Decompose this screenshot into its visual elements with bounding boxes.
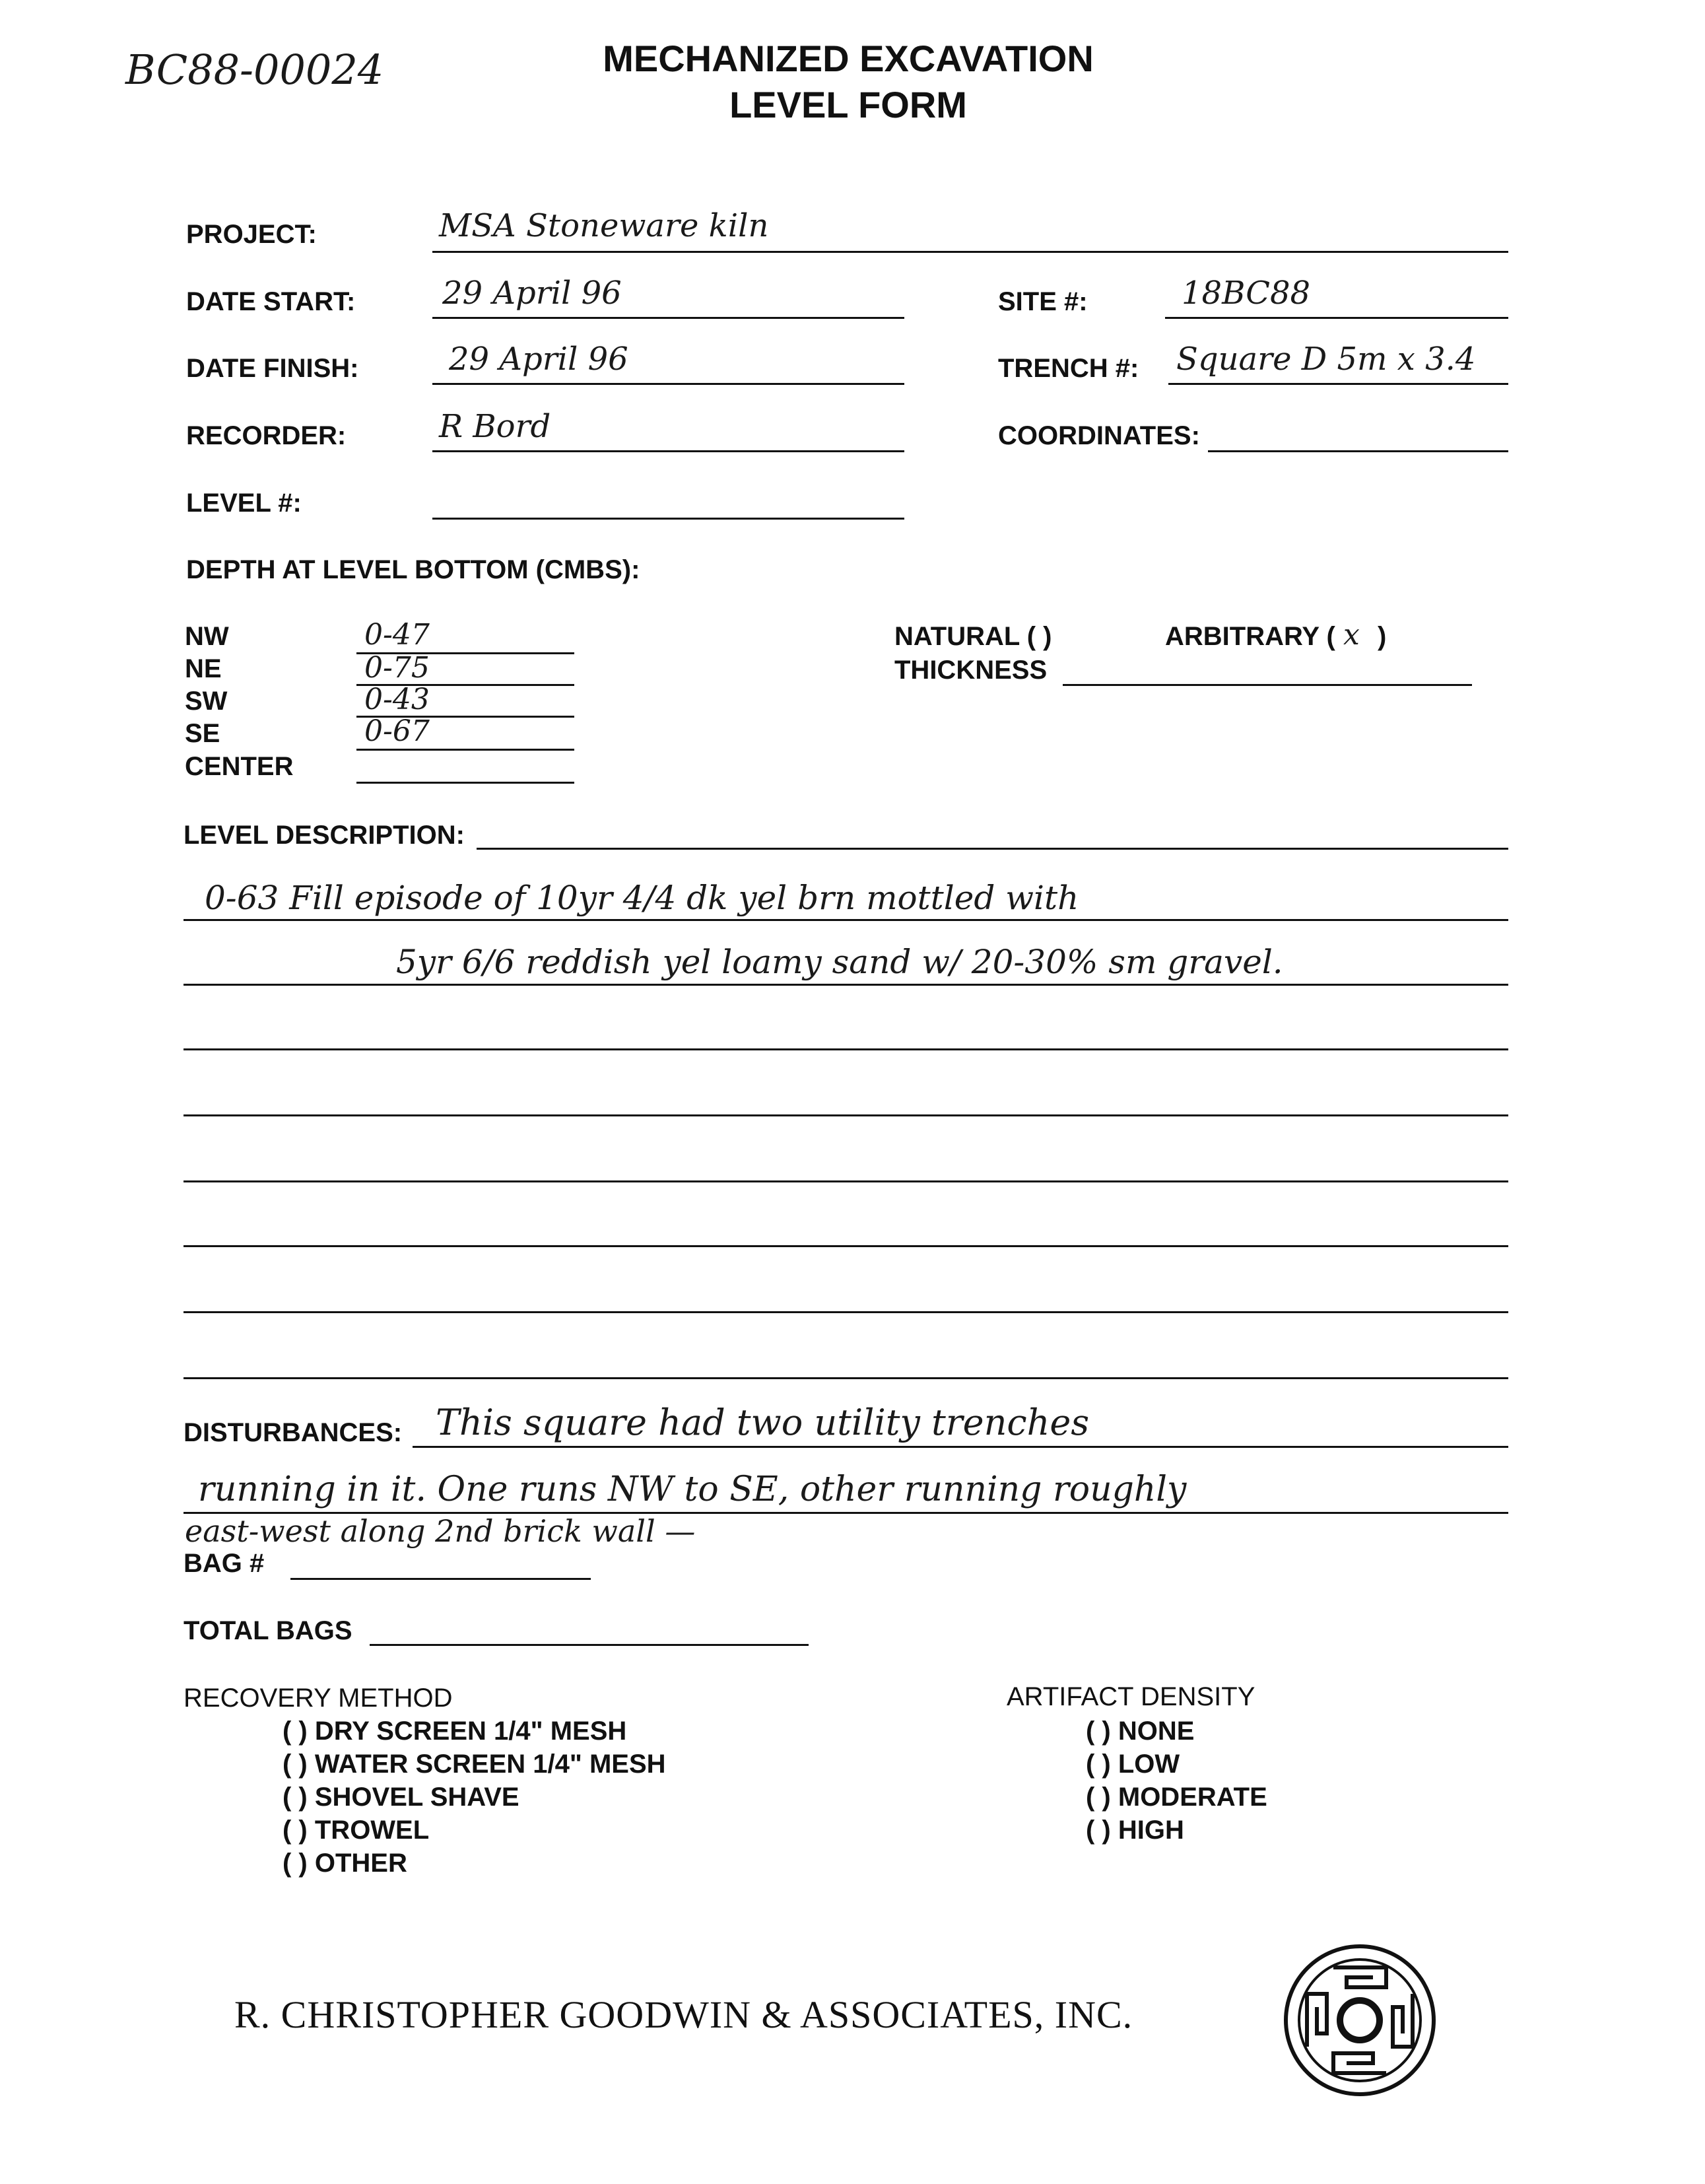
site-value: 18BC88 [1182, 275, 1311, 312]
document-id: BC88-00024 [125, 46, 384, 94]
coordinates-underline [1208, 450, 1508, 452]
level-label: LEVEL #: [186, 489, 302, 518]
recovery-option-dry-screen: ( ) DRY SCREEN 1/4" MESH [283, 1717, 627, 1746]
form-title-line-2: LEVEL FORM [729, 84, 967, 125]
arbitrary-mark: x [1343, 618, 1360, 652]
arbitrary-label: ARBITRARY ( [1165, 622, 1335, 651]
level-description-underline-4 [184, 1114, 1508, 1116]
company-footer: R. CHRISTOPHER GOODWIN & ASSOCIATES, INC. [234, 1993, 1133, 2036]
bag-number-underline [290, 1578, 591, 1580]
recovery-option-shovel-shave: ( ) SHOVEL SHAVE [283, 1783, 519, 1812]
total-bags-underline [370, 1644, 809, 1646]
thickness-underline [1063, 684, 1472, 686]
disturbances-line-1: This square had two utility trenches [436, 1402, 1090, 1443]
date-start-label: DATE START: [186, 287, 356, 316]
recovery-option-water-screen: ( ) WATER SCREEN 1/4" MESH [283, 1750, 666, 1779]
date-finish-value: 29 April 96 [449, 341, 628, 378]
recovery-option-trowel: ( ) TROWEL [283, 1816, 430, 1845]
artifact-density-heading: ARTIFACT DENSITY [1007, 1682, 1255, 1711]
depth-nw-value: 0-47 [364, 618, 430, 652]
depth-sw-label: SW [185, 687, 228, 716]
depth-ne-value: 0-75 [364, 651, 430, 685]
level-underline [432, 518, 904, 520]
trench-value: Square D 5m x 3.4 [1176, 341, 1476, 378]
trench-underline [1168, 383, 1508, 385]
depth-center-underline [356, 782, 574, 784]
level-description-underline-7 [184, 1311, 1508, 1313]
disturbances-line-2: running in it. One runs NW to SE, other running roughly [198, 1470, 1187, 1509]
depth-nw-label: NW [185, 622, 229, 651]
level-description-underline-0 [477, 848, 1508, 850]
meander-seal-icon [1281, 1941, 1439, 2099]
thickness-label: THICKNESS [894, 656, 1048, 685]
total-bags-label: TOTAL BAGS [184, 1616, 352, 1645]
date-start-underline [432, 317, 904, 319]
density-option-high: ( ) HIGH [1086, 1816, 1184, 1845]
recorder-value: R Bord [439, 408, 551, 445]
density-option-moderate: ( ) MODERATE [1086, 1783, 1267, 1812]
site-underline [1165, 317, 1508, 319]
level-description-line-1: 0-63 Fill episode of 10yr 4/4 dk yel brn mottled with [205, 879, 1079, 917]
coordinates-label: COORDINATES: [998, 421, 1200, 450]
level-description-label: LEVEL DESCRIPTION: [184, 821, 465, 850]
depth-se-value: 0-67 [364, 714, 430, 748]
recovery-option-other: ( ) OTHER [283, 1849, 407, 1878]
level-description-underline-5 [184, 1180, 1508, 1182]
trench-label: TRENCH #: [998, 354, 1139, 383]
arbitrary-close: ) [1378, 622, 1387, 651]
project-value: MSA Stoneware kiln [439, 207, 769, 244]
recovery-method-heading: RECOVERY METHOD [184, 1684, 453, 1713]
recorder-label: RECORDER: [186, 421, 347, 450]
density-option-none: ( ) NONE [1086, 1717, 1195, 1746]
depth-se-label: SE [185, 719, 220, 748]
project-label: PROJECT: [186, 220, 317, 249]
density-option-low: ( ) LOW [1086, 1750, 1180, 1779]
bag-number-label: BAG # [184, 1549, 265, 1578]
natural-label: NATURAL ( ) [894, 622, 1052, 651]
level-description-underline-2 [184, 984, 1508, 986]
disturbances-underline-1 [413, 1446, 1508, 1448]
depth-se-underline [356, 749, 574, 751]
disturbances-line-3: east-west along 2nd brick wall — [185, 1513, 696, 1549]
level-description-underline-3 [184, 1048, 1508, 1050]
project-underline [432, 251, 1508, 253]
level-description-line-2: 5yr 6/6 reddish yel loamy sand w/ 20-30% sm gravel. [396, 943, 1283, 981]
depth-heading: DEPTH AT LEVEL BOTTOM (CMBS): [186, 555, 640, 584]
recorder-underline [432, 450, 904, 452]
level-description-underline-6 [184, 1245, 1508, 1247]
date-finish-label: DATE FINISH: [186, 354, 359, 383]
date-finish-underline [432, 383, 904, 385]
form-title-line-1: MECHANIZED EXCAVATION [603, 38, 1094, 79]
date-start-value: 29 April 96 [442, 275, 622, 312]
depth-ne-label: NE [185, 654, 222, 683]
disturbances-label: DISTURBANCES: [184, 1418, 403, 1447]
depth-center-label: CENTER [185, 752, 294, 781]
site-label: SITE #: [998, 287, 1088, 316]
level-description-underline-8 [184, 1377, 1508, 1379]
level-description-underline-1 [184, 919, 1508, 921]
depth-sw-value: 0-43 [364, 683, 430, 716]
